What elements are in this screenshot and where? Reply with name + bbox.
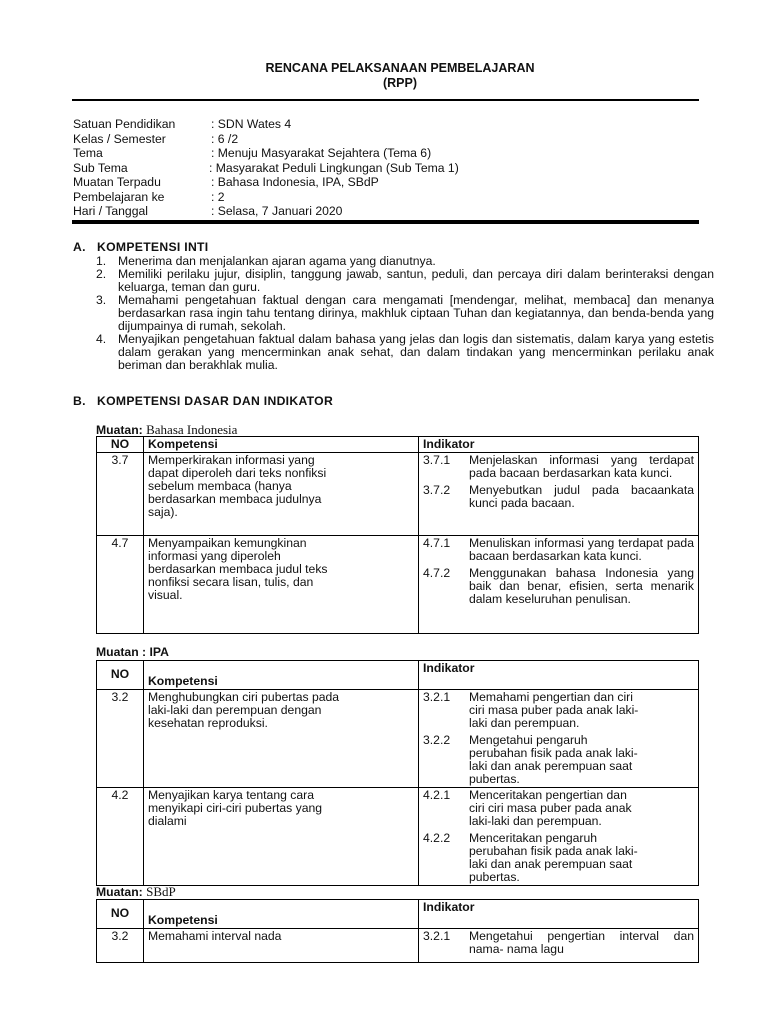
header-kompetensi-text: Kompetensi [148,674,218,688]
table-header-row [97,437,699,453]
indikator-text: Menjelaskan informasi yang terdapat pada bacaan berdasarkan kata kunci. [469,453,694,480]
table-row [97,536,699,634]
table-header-row [97,661,699,690]
indikator-code: 4.2.1 [423,788,451,802]
header-indikator: Indikator [419,900,699,929]
list-item [96,294,714,333]
cell-indikator [419,453,699,536]
header-indikator: Indikator [419,437,699,453]
indikator-code: 3.7.2 [423,483,451,497]
muatan-heading-sbdp [96,885,176,899]
table-bahasa-indonesia [96,436,699,634]
indikator-item [423,832,694,884]
cell-no: 3.2 [97,929,144,963]
indikator-text: Memahami pengertian dan ciri ciri masa puber pada anak laki-laki dan perempuan. [469,690,639,730]
cell-no: 3.2 [97,690,144,788]
indikator-text: Mengetahui pengaruh perubahan fisik pada anak laki-laki dan anak perempuan saat pubertas. [469,733,638,786]
thick-rule [72,220,699,224]
indikator-item [423,930,694,956]
cell-no: 3.7 [97,453,144,536]
cell-no: 4.2 [97,788,144,886]
kompetensi-text: Menyajikan karya tentang cara menyikapi ciri-ciri pubertas yang dialami [148,788,323,828]
header-kompetensi: Kompetensi [144,437,419,453]
header-no: NO [97,437,144,453]
indikator-code: 4.7.1 [423,536,451,550]
list-number: 4. [96,332,107,346]
list-text: Memahami pengetahuan faktual dengan cara mengamati [mendengar, melihat, membaca] dan menanya berdasarkan rasa ingin tahu tentang dirinya, makhluk ciptaan Tuhan dan kegiatannya, dan benda-benda yang dijumpainya di rumah, sekolah. [118,293,714,333]
indikator-item [423,484,694,510]
cell-indikator [419,929,699,963]
indikator-text: Menuliskan informasi yang terdapat pada bacaan berdasarkan kata kunci. [469,536,694,563]
indikator-code: 3.2.1 [423,690,451,704]
header-no [97,661,144,690]
muatan-subject: Bahasa Indonesia [146,422,238,437]
identity-label: Sub Tema [73,160,128,175]
muatan-subject: SBdP [146,884,176,899]
cell-indikator [419,690,699,788]
indikator-item [423,691,694,730]
indikator-item [423,734,694,786]
muatan-label: Muatan: [96,885,143,899]
cell-kompetensi: Memahami interval nada [144,929,419,963]
identity-value: : Bahasa Indonesia, IPA, SBdP [211,175,379,189]
identity-label: Satuan Pendidikan [73,117,176,131]
identity-value: : Menuju Masyarakat Sejahtera (Tema 6) [211,146,432,160]
cell-indikator [419,536,699,634]
top-rule [72,99,699,101]
indikator-code: 3.2.2 [423,733,451,747]
list-number: 2. [96,267,107,281]
header-no-text: NO [110,667,130,681]
document-subtitle: (RPP) [382,76,418,90]
indikator-text: Menggunakan bahasa Indonesia yang baik dan benar, efisien, serta menarik dalam keseluruhan penulisan. [469,566,694,606]
cell-kompetensi [144,453,419,536]
indikator-item [423,454,694,480]
identity-label: Muatan Terpadu [73,175,161,189]
list-text: Menyajikan pengetahuan faktual dalam bahasa yang jelas dan logis dan sistematis, dalam karya yang estetis dalam gerakan yang mencerminkan anak sehat, dan dalam tindakan yang mencerminkan perilaku anak beriman dan berakhlak mulia. [118,332,714,372]
indikator-text: Mengetahui pengertian interval dan nama- nama lagu [469,929,694,956]
cell-no: 4.7 [97,536,144,634]
header-no-text: NO [110,906,130,920]
identity-label: Kelas / Semester [73,131,166,146]
kompetensi-text: Menghubungkan ciri pubertas pada laki-laki dan perempuan dengan kesehatan reproduksi. [148,690,340,730]
header-kompetensi [144,661,419,690]
indikator-code: 3.2.1 [423,929,451,943]
header-kompetensi [144,900,419,929]
indikator-code: 4.7.2 [423,566,451,580]
muatan-heading-bi [96,423,237,437]
identity-label: Hari / Tanggal [73,204,148,218]
list-item [96,268,714,294]
indikator-item [423,789,694,828]
section-title: KOMPETENSI DASAR DAN INDIKATOR [97,394,334,408]
section-b-heading [73,395,333,408]
document-title: RENCANA PELAKSANAAN PEMBELAJARAN [265,61,535,75]
cell-kompetensi [144,536,419,634]
table-row [97,453,699,536]
muatan-heading-ipa: Muatan : IPA [96,645,169,659]
indikator-item [423,567,694,606]
identity-value: : Selasa, 7 Januari 2020 [211,204,343,218]
table-header-row [97,900,699,929]
table-row [97,788,699,886]
indikator-text: Menceritakan pengaruh perubahan fisik pada anak laki-laki dan anak perempuan saat pubertas. [469,831,638,884]
section-a-heading [73,241,209,254]
indikator-text: Menceritakan pengertian dan ciri ciri masa puber pada anak laki-laki dan perempuan. [469,788,632,828]
section-letter: B. [73,394,86,408]
identity-value: : SDN Wates 4 [211,117,292,131]
table-row [97,929,699,963]
section-letter: A. [73,240,86,254]
identity-value: : 6 /2 [211,131,239,146]
indikator-item [423,537,694,563]
section-title: KOMPETENSI INTI [97,240,209,254]
table-sbdp [96,899,699,963]
muatan-label: Muatan: [96,423,143,437]
list-item [96,333,714,372]
list-number: 3. [96,293,107,307]
identity-label: Pembelajaran ke [73,189,165,204]
identity-value: : 2 [211,189,225,204]
identity-label: Tema [73,146,103,160]
kompetensi-inti-list [96,255,714,372]
list-number: 1. [96,254,107,268]
kompetensi-text: Menyampaikan kemungkinan informasi yang diperoleh berdasarkan membaca judul teks nonfiksi secara lisan, tulis, dan visual. [148,536,328,602]
kompetensi-text: Memperkirakan informasi yang dapat diperoleh dari teks nonfiksi sebelum membaca (hanya berdasarkan membaca judulnya saja). [148,453,327,519]
list-text: Memiliki perilaku jujur, disiplin, tanggung jawab, santun, peduli, dan percaya diri dalam berinteraksi dengan keluarga, teman dan guru. [118,267,714,294]
table-ipa [96,660,699,886]
header-kompetensi-text: Kompetensi [148,913,218,927]
header-no [97,900,144,929]
header-indikator: Indikator [419,661,699,690]
cell-kompetensi [144,690,419,788]
table-row [97,690,699,788]
identity-value: : Masyarakat Peduli Lingkungan (Sub Tema 1) [209,160,459,175]
indikator-code: 3.7.1 [423,453,451,467]
indikator-text: Menyebutkan judul pada bacaankata kunci pada bacaan. [469,483,694,510]
cell-kompetensi [144,788,419,886]
list-text: Menerima dan menjalankan ajaran agama yang dianutnya. [118,254,436,268]
indikator-code: 4.2.2 [423,831,451,845]
cell-indikator [419,788,699,886]
